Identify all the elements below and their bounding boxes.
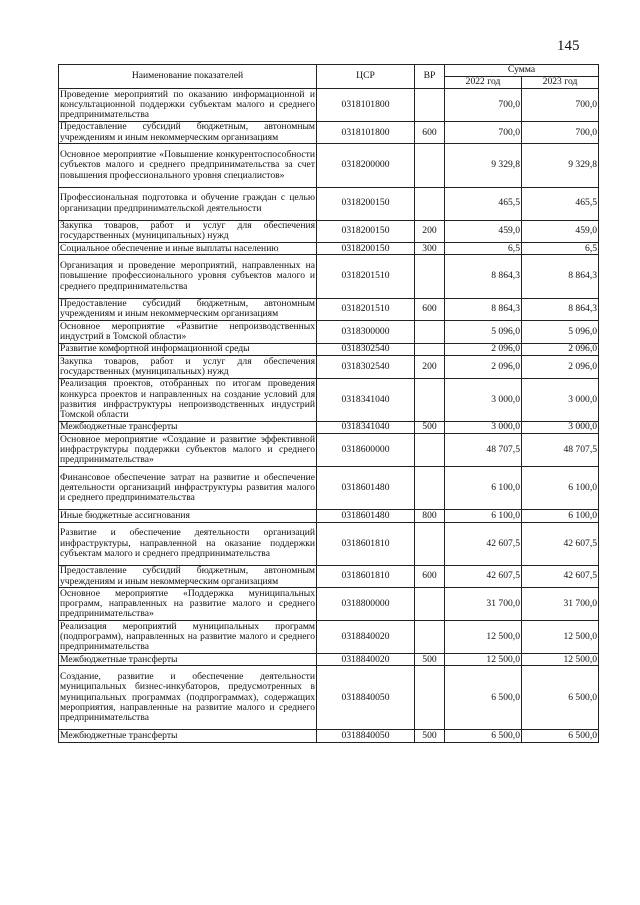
table-row <box>59 220 599 243</box>
row-csr-cell: 0318840050 <box>317 666 415 730</box>
table-row <box>59 621 599 654</box>
row-name-cell: Социальное обеспечение и иные выплаты населению <box>59 243 317 255</box>
header-year-2023: 2023 год <box>522 77 599 89</box>
row-name-cell: Закупка товаров, работ и услуг для обеспечения государственных (муниципальных) нужд <box>60 355 315 377</box>
row-amount-2022-cell: 42 607,5 <box>445 565 522 588</box>
row-csr-cell: 0318300000 <box>317 321 415 344</box>
row-amount-2023-cell: 6,5 <box>522 243 599 255</box>
row-vr-cell: 300 <box>415 243 445 255</box>
row-amount-2022-cell: 8 864,3 <box>445 255 522 298</box>
row-amount-2022-cell: 6 100,0 <box>445 467 522 510</box>
row-vr-cell: 200 <box>415 356 445 379</box>
row-vr-cell <box>415 621 445 654</box>
row-amount-2023-cell: 12 500,0 <box>522 654 599 666</box>
row-amount-2022-cell: 8 864,3 <box>445 298 522 321</box>
row-vr-cell: 500 <box>415 730 445 742</box>
table-row <box>59 565 599 588</box>
table-row <box>59 121 599 144</box>
table-row <box>59 666 599 730</box>
row-amount-2023-cell: 9 329,8 <box>522 144 599 187</box>
table-row <box>59 144 599 187</box>
row-vr-cell <box>415 255 445 298</box>
row-name-cell: Основное мероприятие «Поддержка муниципальных программ, направленных на развитие малого и среднего предпринимательства» <box>60 587 315 620</box>
row-amount-2023-cell: 700,0 <box>522 121 599 144</box>
table-row <box>59 730 599 742</box>
row-vr-cell: 500 <box>415 421 445 433</box>
row-amount-2022-cell: 48 707,5 <box>445 434 522 467</box>
table-row <box>59 356 599 379</box>
row-name-cell: Основное мероприятие «Развитие непроизводственных индустрий в Томской области» <box>60 320 315 343</box>
row-amount-2022-cell: 42 607,5 <box>445 522 522 565</box>
row-amount-2022-cell: 31 700,0 <box>445 588 522 621</box>
row-amount-2022-cell: 12 500,0 <box>445 654 522 666</box>
row-vr-cell <box>415 321 445 344</box>
row-csr-cell: 0318201510 <box>317 298 415 321</box>
row-name-cell: Иные бюджетные ассигнования <box>59 510 317 522</box>
row-csr-cell: 0318302540 <box>317 356 415 379</box>
budget-table <box>58 64 599 743</box>
row-amount-2023-cell: 465,5 <box>522 187 599 220</box>
row-csr-cell: 0318601480 <box>317 467 415 510</box>
row-csr-cell: 0318200150 <box>317 220 415 243</box>
row-csr-cell: 0318200150 <box>317 243 415 255</box>
row-csr-cell: 0318101800 <box>317 89 415 122</box>
table-row <box>59 187 599 220</box>
page-number: 145 <box>557 38 580 54</box>
row-csr-cell: 0318601480 <box>317 510 415 522</box>
table-row <box>59 522 599 565</box>
header-year-2022: 2022 год <box>445 77 522 89</box>
row-name-cell: Межбюджетные трансферты <box>59 654 317 666</box>
row-name-cell: Финансовое обеспечение затрат на развитие и обеспечение деятельности организаций инфраструктуры развития малого и среднего предпринимательства <box>59 467 317 510</box>
row-amount-2023-cell: 8 864,3 <box>522 298 599 321</box>
row-name-cell: Организация и проведение мероприятий, направленных на повышение профессионального уровня субъектов малого и среднего предпринимательства <box>59 255 317 298</box>
row-csr-cell: 0318840020 <box>317 654 415 666</box>
row-vr-cell: 600 <box>415 298 445 321</box>
row-vr-cell <box>415 522 445 565</box>
row-amount-2023-cell: 42 607,5 <box>522 565 599 588</box>
row-vr-cell <box>415 588 445 621</box>
header-csr: ЦСР <box>317 65 415 89</box>
row-amount-2023-cell: 31 700,0 <box>522 588 599 621</box>
table-row <box>59 343 599 355</box>
row-csr-cell: 0318200150 <box>317 187 415 220</box>
row-amount-2022-cell: 6,5 <box>445 243 522 255</box>
row-amount-2023-cell: 42 607,5 <box>522 522 599 565</box>
row-amount-2022-cell: 465,5 <box>445 187 522 220</box>
header-vr: ВР <box>415 65 445 89</box>
row-vr-cell: 500 <box>415 654 445 666</box>
table-row <box>59 588 599 621</box>
row-csr-cell: 0318601810 <box>317 565 415 588</box>
row-name-cell: Проведение мероприятий по оказанию информационной и консультационной поддержки субъектам малого и среднего предпринимательства <box>60 88 315 121</box>
row-vr-cell: 200 <box>415 220 445 243</box>
row-amount-2022-cell: 700,0 <box>445 121 522 144</box>
row-amount-2022-cell: 6 100,0 <box>445 510 522 522</box>
row-amount-2022-cell: 3 000,0 <box>445 378 522 421</box>
row-vr-cell <box>415 378 445 421</box>
row-amount-2023-cell: 12 500,0 <box>522 621 599 654</box>
row-vr-cell <box>415 187 445 220</box>
row-vr-cell: 800 <box>415 510 445 522</box>
row-vr-cell <box>415 343 445 355</box>
table-body <box>59 89 599 743</box>
row-amount-2023-cell: 2 096,0 <box>522 343 599 355</box>
row-amount-2023-cell: 48 707,5 <box>522 434 599 467</box>
row-amount-2023-cell: 6 100,0 <box>522 510 599 522</box>
row-csr-cell: 0318601810 <box>317 522 415 565</box>
row-name-cell: Межбюджетные трансферты <box>59 421 317 433</box>
row-amount-2023-cell: 6 500,0 <box>522 730 599 742</box>
row-csr-cell: 0318302540 <box>317 343 415 355</box>
row-vr-cell <box>415 144 445 187</box>
table-row <box>59 89 599 122</box>
row-csr-cell: 0318200000 <box>317 144 415 187</box>
row-amount-2022-cell: 12 500,0 <box>445 621 522 654</box>
row-vr-cell <box>415 89 445 122</box>
row-csr-cell: 0318800000 <box>317 588 415 621</box>
row-amount-2022-cell: 2 096,0 <box>445 356 522 379</box>
row-amount-2023-cell: 5 096,0 <box>522 321 599 344</box>
row-amount-2022-cell: 5 096,0 <box>445 321 522 344</box>
row-csr-cell: 0318201510 <box>317 255 415 298</box>
row-vr-cell <box>415 666 445 730</box>
table-row <box>59 255 599 298</box>
row-amount-2022-cell: 459,0 <box>445 220 522 243</box>
table-row <box>59 510 599 522</box>
table-row <box>59 378 599 421</box>
row-amount-2023-cell: 6 500,0 <box>522 666 599 730</box>
row-vr-cell <box>415 467 445 510</box>
row-amount-2022-cell: 3 000,0 <box>445 421 522 433</box>
header-sum: Сумма <box>445 65 599 77</box>
row-name-cell: Предоставление субсидий бюджетным, автономным учреждениям и иным некоммерческим организациям <box>60 121 315 143</box>
row-vr-cell: 600 <box>415 565 445 588</box>
row-name-cell: Закупка товаров, работ и услуг для обеспечения государственных (муниципальных) нужд <box>60 220 315 242</box>
table-row <box>59 421 599 433</box>
row-name-cell: Основное мероприятие «Повышение конкурентоспособности субъектов малого и среднего предпринимательства за счет повышения профессионального уровня специалистов» <box>59 144 317 187</box>
row-name-cell: Создание, развитие и обеспечение деятельности муниципальных бизнес-инкубаторов, предусмотренных в муниципальных программах (подпрограммах), содержащих мероприятия, направленные на развитие малого и среднего предпринимательства <box>59 666 317 730</box>
row-name-cell: Развитие и обеспечение деятельности организаций инфраструктуры, направленной на оказание поддержки субъектам малого и среднего предпринимательства <box>59 522 317 565</box>
row-amount-2023-cell: 459,0 <box>522 220 599 243</box>
row-csr-cell: 0318341040 <box>317 378 415 421</box>
row-amount-2023-cell: 3 000,0 <box>522 421 599 433</box>
row-name-cell: Развитие комфортной информационной среды <box>59 343 317 355</box>
row-name-cell: Профессиональная подготовка и обучение граждан с целью организации предпринимательской деятельности <box>59 187 317 220</box>
table-row <box>59 298 599 321</box>
row-name-cell: Предоставление субсидий бюджетным, автономным учреждениям и иным некоммерческим организациям <box>60 565 315 587</box>
row-name-cell: Межбюджетные трансферты <box>59 730 317 742</box>
row-name-cell: Реализация проектов, отобранных по итогам проведения конкурса проектов и направленных на создание условий для развития инфраструктуры непроизводственных индустрий Томской области <box>60 378 315 421</box>
row-amount-2022-cell: 6 500,0 <box>445 666 522 730</box>
row-amount-2023-cell: 700,0 <box>522 89 599 122</box>
row-name-cell: Реализация мероприятий муниципальных программ (подпрограмм), направленных на развитие малого и среднего предпринимательства <box>60 620 315 653</box>
table-row <box>59 321 599 344</box>
row-amount-2023-cell: 3 000,0 <box>522 378 599 421</box>
table-row <box>59 434 599 467</box>
table-row <box>59 243 599 255</box>
row-amount-2022-cell: 2 096,0 <box>445 343 522 355</box>
row-vr-cell: 600 <box>415 121 445 144</box>
row-amount-2023-cell: 2 096,0 <box>522 356 599 379</box>
table-row <box>59 467 599 510</box>
row-amount-2023-cell: 8 864,3 <box>522 255 599 298</box>
row-amount-2022-cell: 6 500,0 <box>445 730 522 742</box>
header-name: Наименование показателей <box>59 65 317 89</box>
row-name-cell: Основное мероприятие «Создание и развитие эффективной инфраструктуры поддержки субъектов малого и среднего предпринимательства» <box>60 433 315 466</box>
row-name-cell: Предоставление субсидий бюджетным, автономным учреждениям и иным некоммерческим организациям <box>60 298 315 320</box>
row-csr-cell: 0318341040 <box>317 421 415 433</box>
table-row <box>59 654 599 666</box>
row-csr-cell: 0318840020 <box>317 621 415 654</box>
row-vr-cell <box>415 434 445 467</box>
row-csr-cell: 0318101800 <box>317 121 415 144</box>
row-amount-2023-cell: 6 100,0 <box>522 467 599 510</box>
row-amount-2022-cell: 9 329,8 <box>445 144 522 187</box>
row-amount-2022-cell: 700,0 <box>445 89 522 122</box>
row-csr-cell: 0318600000 <box>317 434 415 467</box>
row-csr-cell: 0318840050 <box>317 730 415 742</box>
